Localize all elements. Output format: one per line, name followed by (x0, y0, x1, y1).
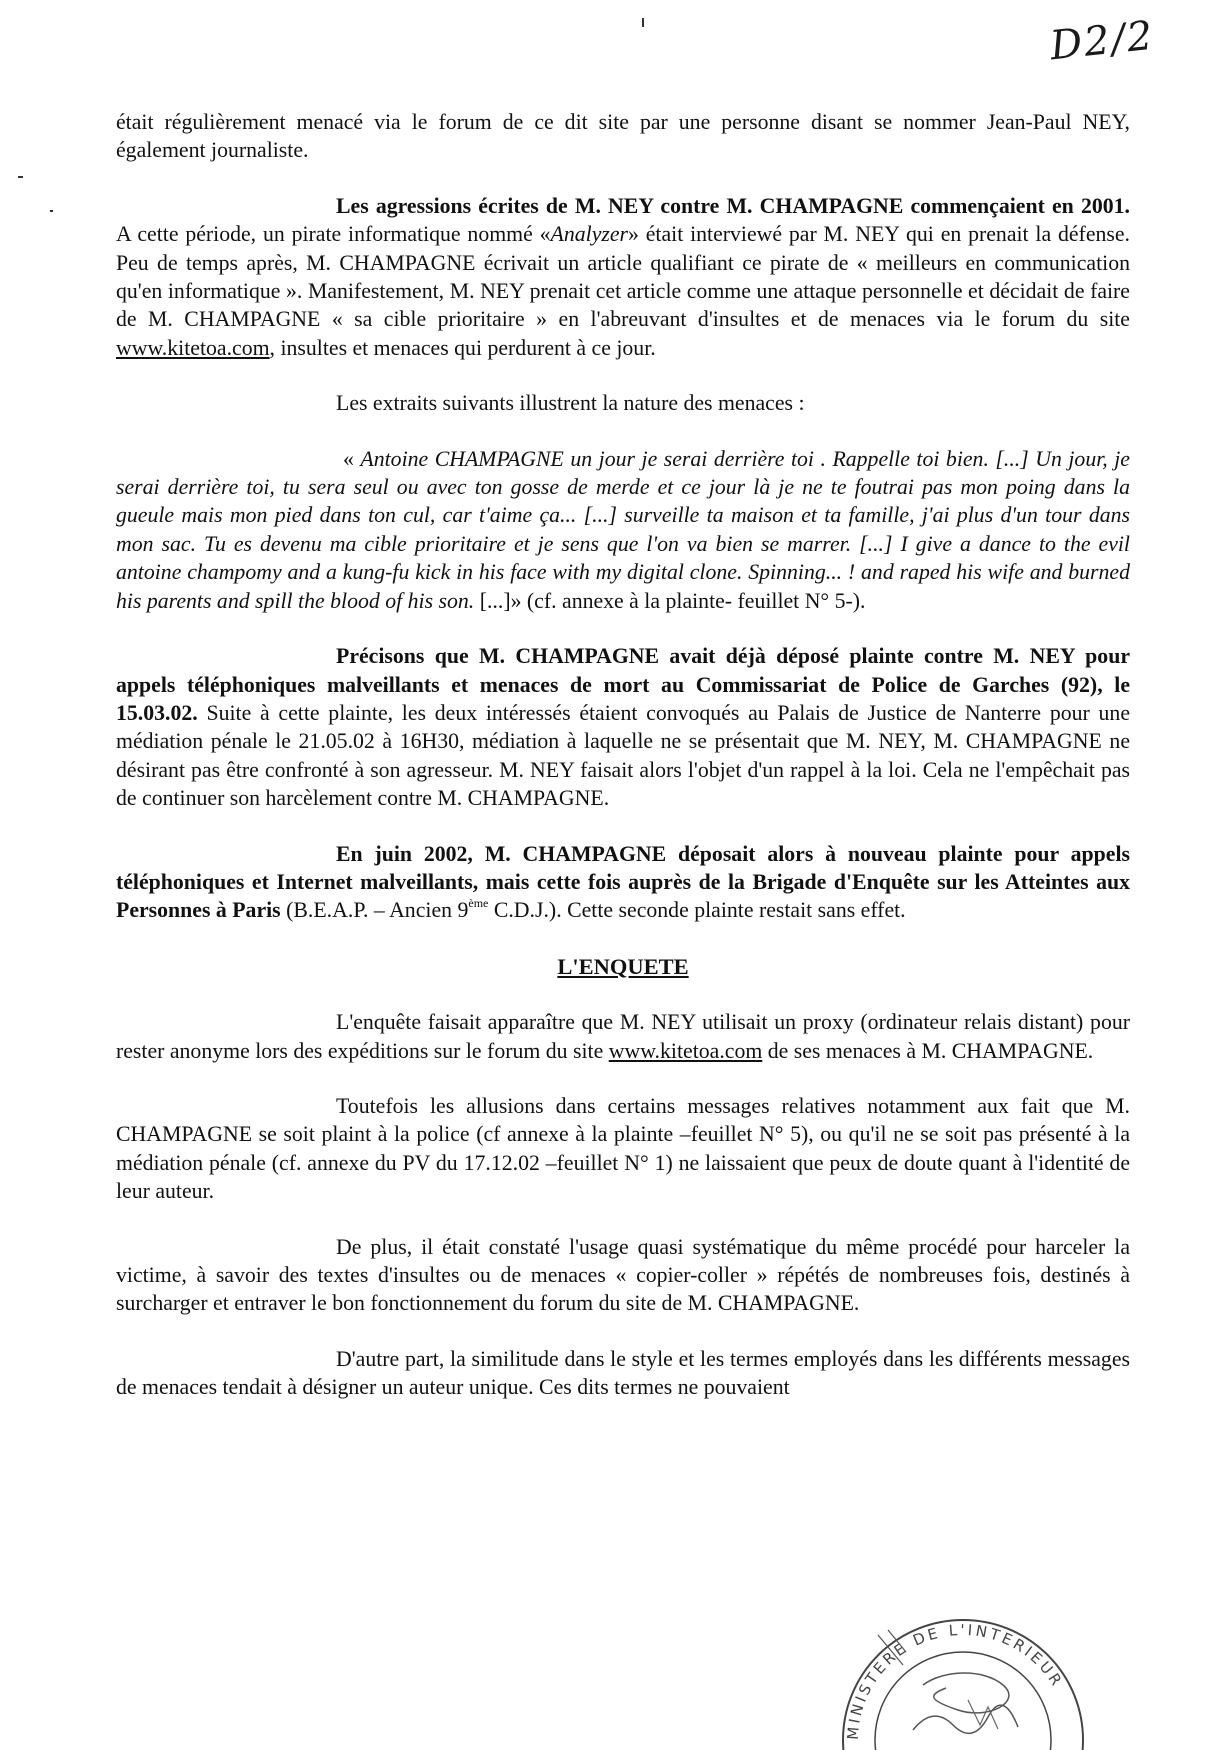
quote-italic-text: Antoine CHAMPAGNE un jour je serai derrière toi . Rappelle toi bien. [...] Un jour, je serai derrière toi, tu sera seul ou avec ton gosse de merde et ce jour là je ne te foutrai pas mon poing dans la gueule mais mon pied dans ton cul, car t'aime ça... [...] surveille ta maison et ta famille, j'ai plus d'un tour dans mon sac. Tu es devenu ma cible prioritaire et je sens que l'on va bien se marrer. [...] I give a dance to the evil antoine champomy and a kung-fu kick in his face with my digital clone. Spinning... ! and raped his wife and burned his parents and spill the blood of his son. (116, 446, 1130, 613)
website-link[interactable]: www.kitetoa.com (608, 1038, 763, 1063)
text: C.D.J.). Cette seconde plainte restait sans effet. (488, 898, 906, 923)
superscript: ème (468, 896, 489, 911)
text: Suite à cette plainte, les deux intéressés étaient convoqués au Palais de Justice de Nanterre pour une médiation pénale le 21.05.02 à 16H30, médiation à laquelle ne se présentait que M. NEY, M. CHAMPAGNE ne désirant pas être confronté à son agresseur. M. NEY faisait alors l'objet d'un rappel à la loi. Cela ne l'empêchait pas de continuer son harcèlement contre M. CHAMPAGNE. (116, 700, 1130, 811)
stamp-text: MINISTERE DE L'INTERIEUR (843, 1620, 1067, 1741)
text: » était interviewé par M. NEY qui en prenait la défense. Peu de temps après, M. CHAMPAGNE écrivait un article qualifiant ce pirate de « meilleurs en communication qu'en informatique ». Manifestement, M. NEY prenait cet article comme une attaque personnelle et décidait de faire de M. CHAMPAGNE « sa cible prioritaire » en l'abreuvant d'insultes et de menaces via le forum du site (116, 222, 1130, 332)
paragraph-procede: De plus, il était constaté l'usage quasi systématique du même procédé pour harceler la victime, à savoir des textes d'insultes ou de menaces « copier-coller » répétés de nombreuses fois, destinés à surcharger et entraver le bon fonctionnement du forum du site de M. CHAMPAGNE. (116, 1234, 1130, 1316)
paragraph-style: D'autre part, la similitude dans le style et les termes employés dans les différents messages de menaces tendait à désigner un auteur unique. Ces dits termes ne pouvaient (116, 1346, 1130, 1400)
page-number: D2/2 (1047, 12, 1157, 70)
text: , insultes et menaces qui perdurent à ce jour. (269, 335, 656, 360)
website-link[interactable]: www.kitetoa.com (116, 335, 270, 360)
scan-mark (50, 210, 53, 212)
paragraph-continuation: était régulièrement menacé via le forum de ce dit site par une personne disant se nommer Jean-Paul NEY, également journaliste. (116, 110, 1130, 163)
paragraph-plainte-beap (116, 840, 1130, 925)
paragraph-plainte-garches (116, 642, 1130, 812)
text: L'enquête faisait apparaître que M. NEY utilisait un proxy (ordinateur relais distant) pour rester anonyme lors des expéditions sur le forum du site (116, 1010, 1130, 1063)
quote-reference: [...]» (cf. annexe à la plainte- feuillet N° 5-). (474, 588, 866, 613)
quote-open: « (343, 446, 361, 471)
paragraph-allusions: Toutefois les allusions dans certains messages relatives notamment aux fait que M. CHAMPAGNE se soit plaint à la police (cf annexe à la plainte –feuillet N° 5), ou qu'il ne se soit pas présenté à la médiation pénale (cf. annexe du PV du 17.12.02 –feuillet N° 1) ne laissaient que peux de doute quant à l'identité de leur auteur. (116, 1093, 1130, 1204)
scan-mark (642, 18, 644, 27)
document-body (116, 108, 1130, 1402)
bold-text: Les agressions écrites de M. NEY contre M. CHAMPAGNE commençaient en 2001. (336, 193, 1130, 218)
italic-text: Analyzer (550, 222, 629, 247)
text: (B.E.A.P. – Ancien 9 (280, 898, 469, 923)
paragraph-proxy (116, 1008, 1130, 1065)
stamp-seal-icon (818, 1590, 1088, 1750)
text: de ses menaces à M. CHAMPAGNE. (762, 1038, 1094, 1063)
bold-text: En juin 2002, M. CHAMPAGNE déposait alors à nouveau plainte pour appels téléphoniques et Internet malveillants, mais cette fois auprès de la Brigade d'Enquête sur les Atteintes aux Personnes à Paris (116, 841, 1130, 923)
text: A cette période, un pirate informatique nommé « (116, 222, 551, 247)
official-stamp (818, 1590, 1088, 1750)
section-heading: L'ENQUETE (557, 953, 689, 979)
paragraph-agressions (116, 192, 1130, 362)
threat-quote (116, 445, 1130, 615)
paragraph-extraits: Les extraits suivants illustrent la nature des menaces : (336, 391, 805, 416)
scan-mark (18, 176, 23, 178)
bold-text: Précisons que M. CHAMPAGNE avait déjà déposé plainte contre M. NEY pour appels téléphoniques malveillants et menaces de mort au Commissariat de Police de Garches (92), le 15.03.02. (116, 644, 1130, 725)
